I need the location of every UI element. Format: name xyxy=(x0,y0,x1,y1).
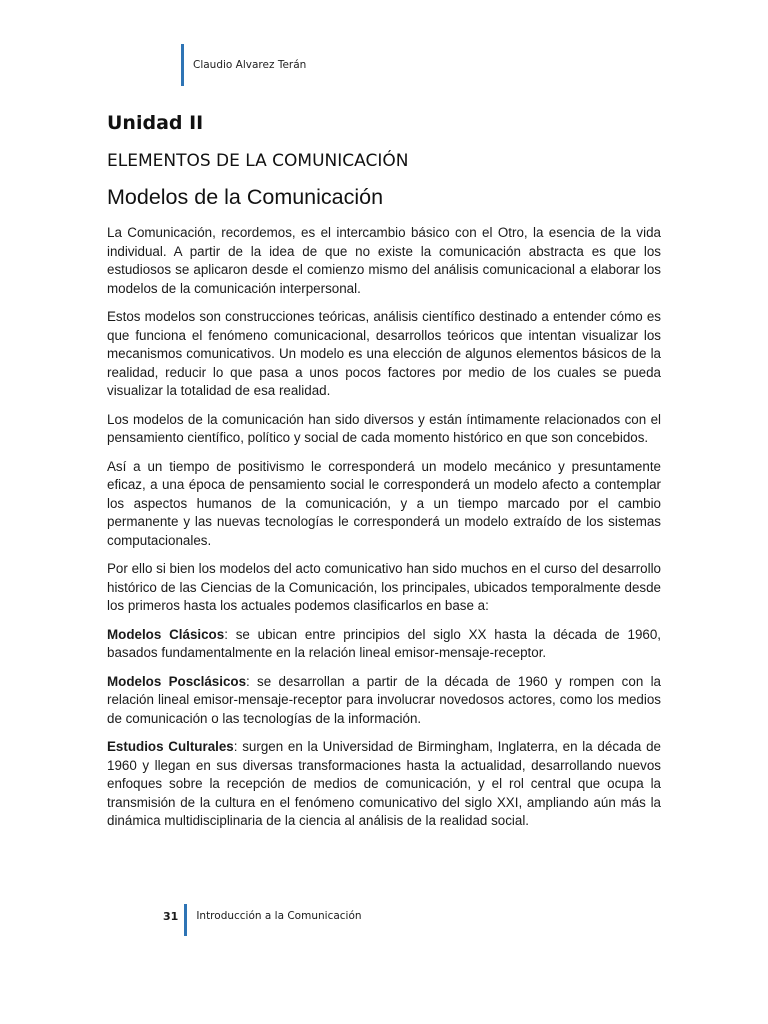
page-header xyxy=(181,44,306,86)
definition-classic-models xyxy=(107,626,661,663)
paragraph: Estos modelos son construcciones teóricas, análisis científico destinado a entender cómo es que funciona el fenómeno comunicacional, desarrollos teóricos que intentan visualizar los mecanismos comunicativos. Un modelo es una elección de algunos elementos básicos de la realidad, reducir lo que pasa a unos pocos factores por medio de los cuales se pueda visualizar la totalidad de esa realidad. xyxy=(107,309,661,398)
header-author: Claudio Alvarez Terán xyxy=(193,59,307,71)
definition-text: : surgen en la Universidad de Birmingham, Inglaterra, en la década de 1960 y llegan en sus diversas transformaciones hasta la actualidad, desarrollando nuevos enfoques sobre la recepción de medios de comunicación, y el rol central que ocupa la transmisión de la cultura en el fenómeno comunicativo del siglo XXI, ampliando aún más la dinámica multidisciplinaria de la ciencia al análisis de la realidad social. xyxy=(107,739,661,828)
subsection-title: Modelos de la Comunicación xyxy=(107,185,384,209)
definition-term: Modelos Clásicos xyxy=(107,626,225,642)
paragraph: Así a un tiempo de positivismo le corresponderá un modelo mecánico y presuntamente eficaz, a una época de pensamiento social le corresponderá un modelo afecto a contemplar los aspectos humanos de la comunicación, y a un tiempo marcado por el cambio permanente y las nuevas tecnologías le corresponderá un modelo extraído de los sistemas computacionales. xyxy=(107,458,661,548)
definition-text: : se desarrollan a partir de la década de 1960 y rompen con la relación lineal emisor-mensaje-receptor para involucrar novedosos actores, como los medios de comunicación o las tecnologías de la información. xyxy=(107,673,661,726)
page-content xyxy=(107,112,661,841)
paragraph: Por ello si bien los modelos del acto comunicativo han sido muchos en el curso del desarrollo histórico de las Ciencias de la Comunicación, los principales, ubicados temporalmente desde los primeros hasta los actuales podemos clasificarlos en base a: xyxy=(107,561,661,613)
paragraph: La Comunicación, recordemos, es el intercambio básico con el Otro, la esencia de la vida individual. A partir de la idea de que no existe la comunicación abstracta es que los estudiosos se aplicaron desde el comienzo mismo del análisis comunicacional a elaborar los modelos de la comunicación interpersonal. xyxy=(107,225,661,296)
definition-postclassic-models xyxy=(107,673,661,729)
definition-term: Modelos Posclásicos xyxy=(107,673,247,689)
definition-term: Estudios Culturales xyxy=(107,739,234,754)
page-number: 31 xyxy=(163,910,179,923)
section-title: ELEMENTOS DE LA COMUNICACIÓN xyxy=(107,151,409,171)
paragraph: Los modelos de la comunicación han sido diversos y están íntimamente relacionados con el pensamiento científico, político y social de cada momento histórico en que son concebidos. xyxy=(107,411,661,445)
unit-title: Unidad II xyxy=(107,112,204,134)
page-footer xyxy=(163,904,362,936)
footer-book-title: Introducción a la Comunicación xyxy=(196,910,362,922)
definition-cultural-studies xyxy=(107,738,661,831)
definition-text: : se ubican entre principios del siglo XX hasta la década de 1960, basados fundamentalmente en la relación lineal emisor-mensaje-receptor. xyxy=(107,626,662,660)
